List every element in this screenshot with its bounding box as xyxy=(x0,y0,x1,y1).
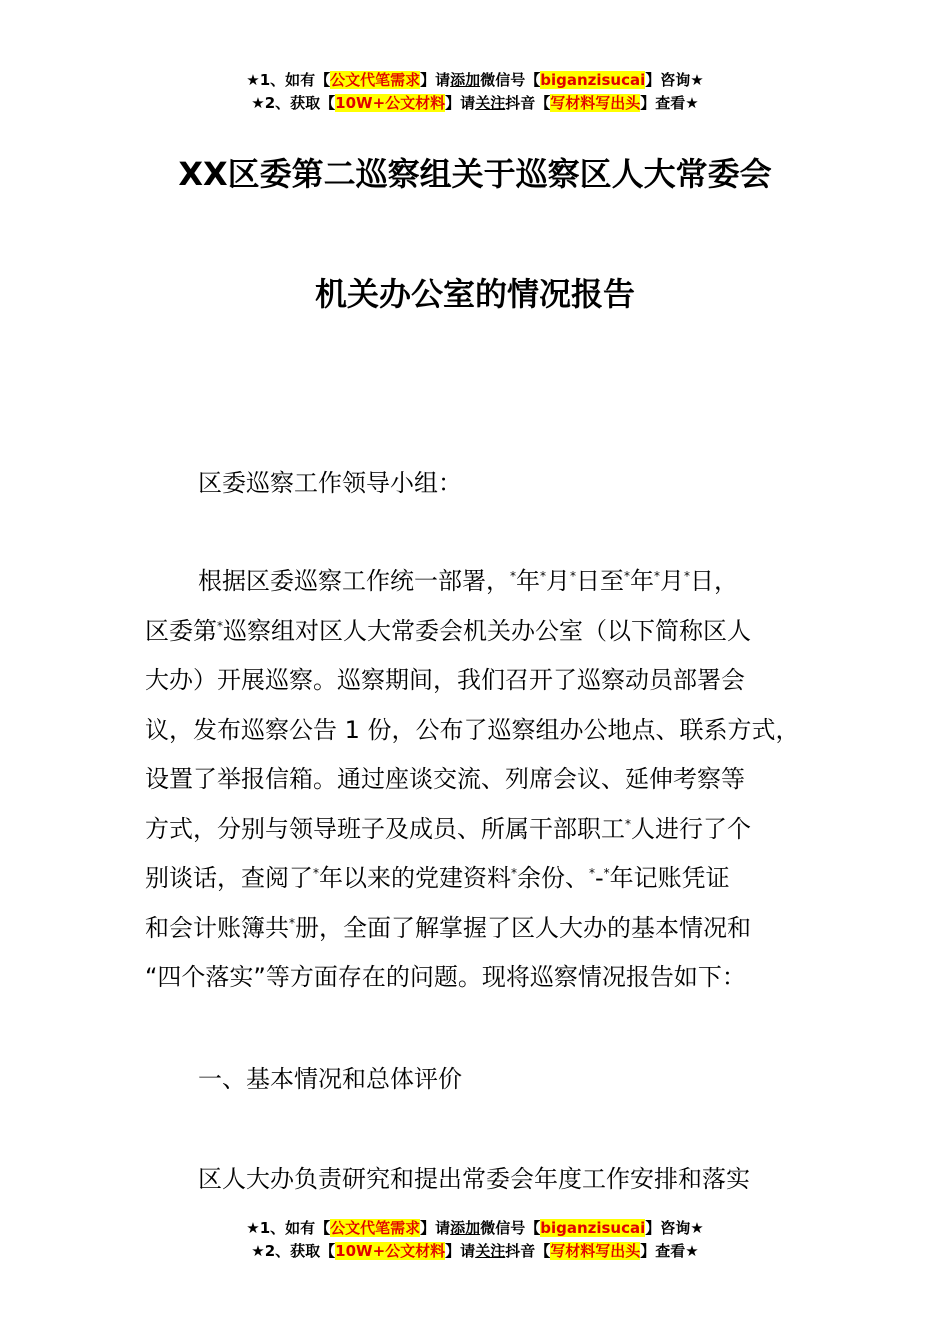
banner-highlight-wechat-id: biganzisucai xyxy=(540,71,646,89)
banner-highlight-douyin: 写材料写出头 xyxy=(550,94,641,112)
banner-highlight-materials: 10W+公文材料 xyxy=(335,1242,446,1260)
p1-line-2: 区委第*巡察组对区人大常委会机关办公室（以下简称区人 xyxy=(145,616,751,645)
document-title-line-2: 机关办公室的情况报告 xyxy=(314,275,635,313)
p2-line-1: 区人大办负责研究和提出常委会年度工作安排和落实 xyxy=(198,1165,750,1193)
banner-line-1: ★1、如有【公文代笔需求】请添加微信号【biganzisucai】咨询★ xyxy=(246,71,704,89)
banner-highlight-ghostwriting: 公文代笔需求 xyxy=(330,1219,421,1237)
p1-line-3: 大办）开展巡察。巡察期间，我们召开了巡察动员部署会 xyxy=(145,666,745,694)
salutation: 区委巡察工作领导小组： xyxy=(198,469,462,497)
p1-line-8: 和会计账簿共*册，全面了解掌握了区人大办的基本情况和 xyxy=(145,913,751,942)
top-banner xyxy=(0,69,950,115)
p1-line-4: 议，发布巡察公告 1 份，公布了巡察组办公地点、联系方式， xyxy=(145,715,800,744)
section-heading-1: 一、基本情况和总体评价 xyxy=(198,1065,462,1093)
paragraph-2 xyxy=(145,1155,835,1205)
banner-highlight-wechat-id: biganzisucai xyxy=(540,1219,646,1237)
banner-highlight-douyin: 写材料写出头 xyxy=(550,1242,641,1260)
banner-bottom-line-2: ★2、获取【10W+公文材料】请关注抖音【写材料写出头】查看★ xyxy=(251,1242,699,1260)
banner-highlight-materials: 10W+公文材料 xyxy=(335,94,446,112)
document-title-line-1: XX区委第二巡察组关于巡察区人大常委会 xyxy=(178,155,772,193)
banner-line-2: ★2、获取【10W+公文材料】请关注抖音【写材料写出头】查看★ xyxy=(251,94,699,112)
p1-line-7: 别谈话，查阅了*年以来的党建资料*余份、*-*年记账凭证 xyxy=(145,864,730,892)
p1-line-1: 根据区委巡察工作统一部署，*年*月*日至*年*月*日， xyxy=(198,567,738,595)
paragraph-1 xyxy=(145,557,835,1003)
p1-line-6: 方式，分别与领导班子及成员、所属干部职工*人进行了个 xyxy=(145,814,751,843)
bottom-banner xyxy=(0,1217,950,1263)
p1-line-9: “四个落实”等方面存在的问题。现将巡察情况报告如下： xyxy=(145,963,746,991)
banner-highlight-ghostwriting: 公文代笔需求 xyxy=(330,71,421,89)
banner-bottom-line-1: ★1、如有【公文代笔需求】请添加微信号【biganzisucai】咨询★ xyxy=(246,1219,704,1237)
p1-line-5: 设置了举报信箱。通过座谈交流、列席会议、延伸考察等 xyxy=(145,765,745,793)
